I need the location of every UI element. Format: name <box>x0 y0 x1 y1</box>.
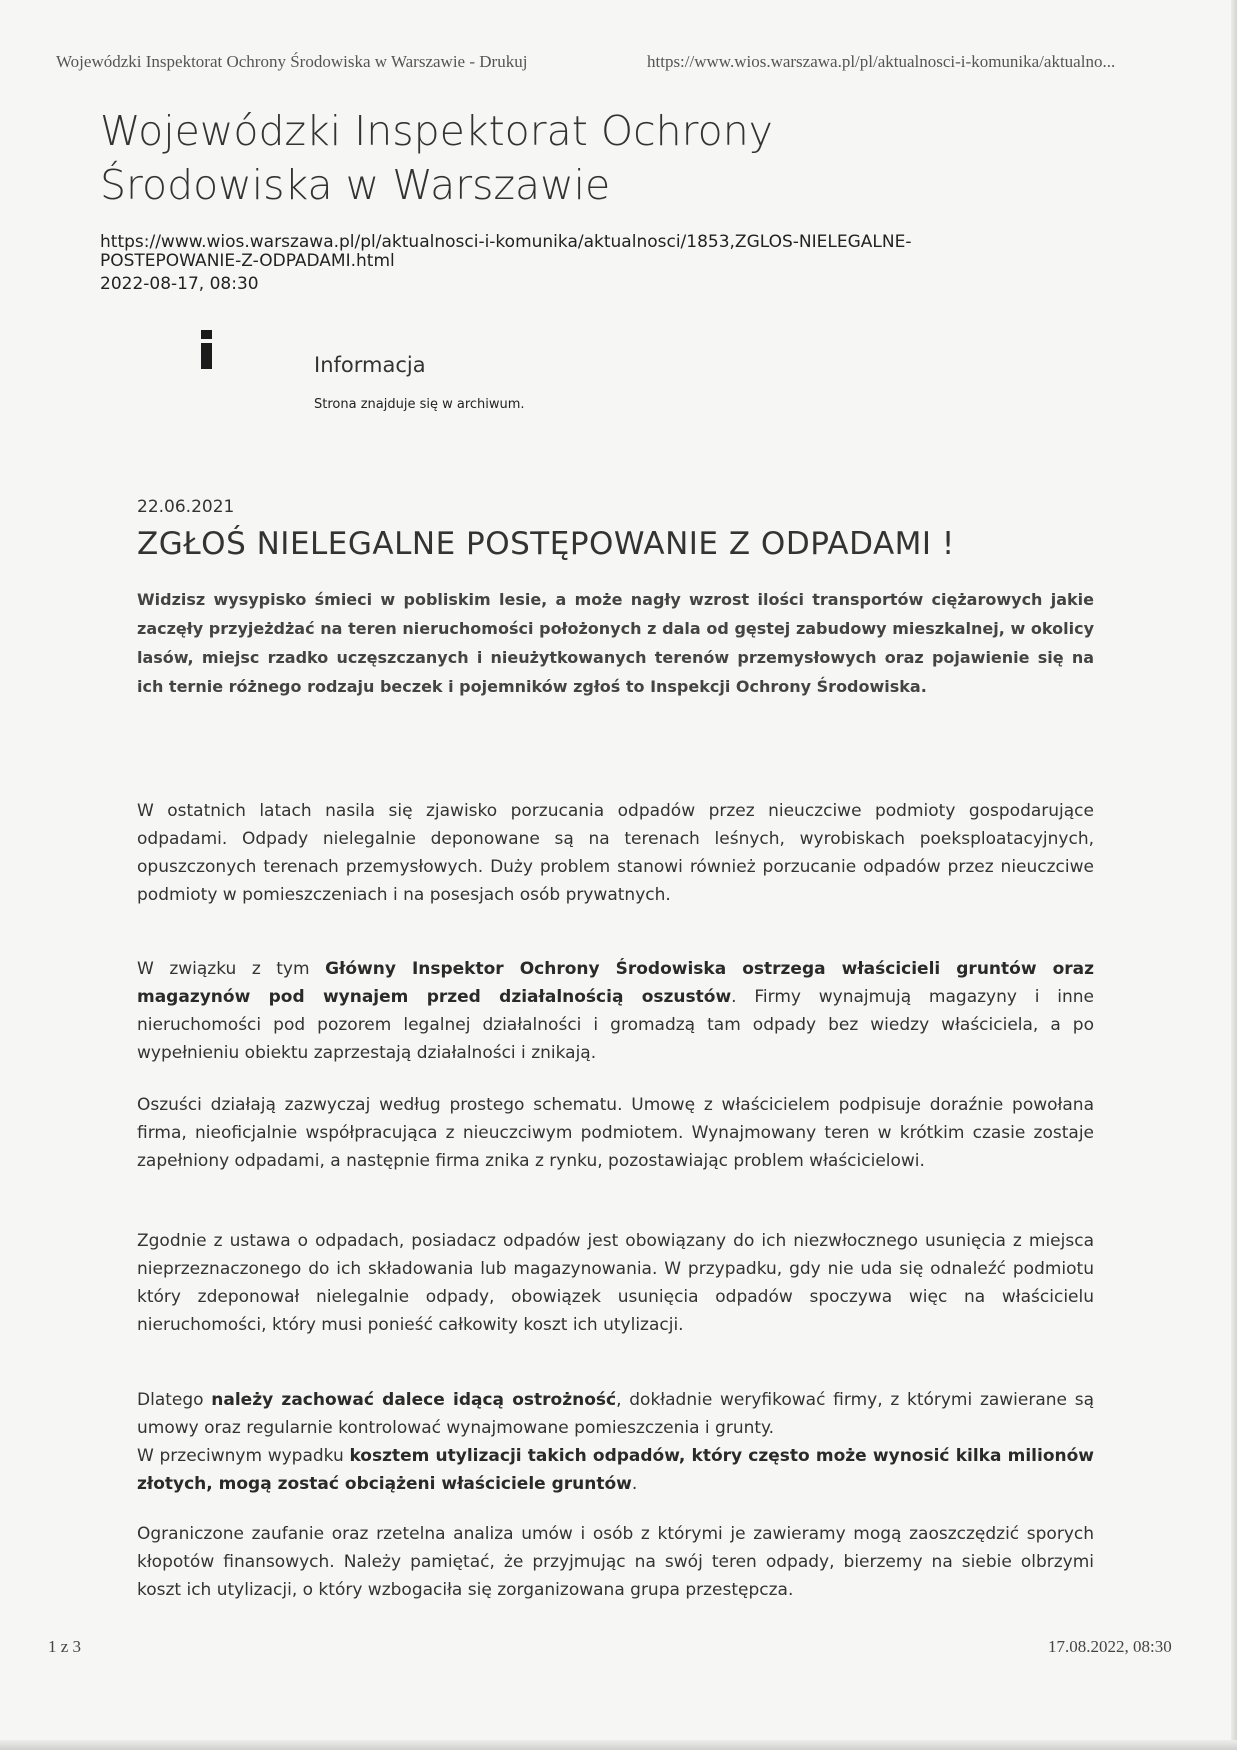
paragraph-text: . <box>631 1474 638 1494</box>
site-title-line: Środowiska w Warszawie <box>100 161 611 209</box>
site-title-line: Wojewódzki Inspektorat Ochrony <box>100 107 773 155</box>
scan-edge <box>1231 0 1237 1750</box>
article-paragraph: W ostatnich latach nasila się zjawisko porzucania odpadów przez nieuczciwe podmioty gospodarujące odpadami. Odpady nielegalnie deponowane są na terenach leśnych, wyrobiskach poeksploatacyjnych, opuszczonych terenach przemysłowych. Duży problem stanowi również porzucanie odpadów przez nieuczciwe podmioty w pomieszczeniach i na posesjach osób prywatnych. <box>137 801 1094 905</box>
notice-title: Informacja <box>314 353 426 377</box>
footer-datetime: 17.08.2022, 08:30 <box>1048 1637 1172 1656</box>
article-paragraph: Ograniczone zaufanie oraz rzetelna analiza umów i osób z którymi je zawieramy mogą zaoszczędzić sporych kłopotów finansowych. Należy pamiętać, że przyjmując na swój teren odpady, bierzemy na siebie olbrzymi koszt ich utylizacji, o który wzbogaciła się zorganizowana grupa przestępcza. <box>137 1524 1094 1600</box>
article-paragraph: Oszuści działają zazwyczaj według prostego schematu. Umowę z właścicielem podpisuje doraźnie powołana firma, nieoficjalnie współpracująca z nieuczciwym podmiotem. Wynajmowany teren w krótkim czasie zostaje zapełniony odpadami, a następnie firma znika z rynku, pozostawiając problem właścicielowi. <box>137 1095 1094 1171</box>
print-header-url: https://www.wios.warszawa.pl/pl/aktualnosci-i-komunika/aktualno... <box>647 52 1116 71</box>
paragraph-text: , dokładnie weryfikować firmy, z którymi zawierane są umowy oraz regularnie kontrolować wynajmowane pomieszczenia i grunty. <box>137 1390 1095 1438</box>
article-lead: Widzisz wysypisko śmieci w pobliskim lesie, a może nagły wzrost ilości transportów ciężarowych jakie zaczęły przyjeżdżać na teren nieruchomości położonych z dala od gęstej zabudowy mieszkalnej, w okolicy lasów, miejsc rzadko uczęszczanych i nieużytkowanych terenów przemysłowych oraz pojawienie się na ich ternie różnego rodzaju beczek i pojemników zgłoś to Inspekcji Ochrony Środowiska. <box>137 590 1094 696</box>
paragraph-emphasis: Główny Inspektor Ochrony Środowiska ostrzega właścicieli gruntów oraz magazynów pod wynajem przed działalnością oszustów <box>137 959 1094 1007</box>
paragraph-emphasis: należy zachować dalece idącą ostrożność <box>211 1390 617 1410</box>
page-number: 1 z 3 <box>48 1637 82 1656</box>
print-date: 2022-08-17, 08:30 <box>100 274 259 294</box>
paragraph-text: W związku z tym <box>137 959 326 979</box>
site-title <box>100 104 1120 212</box>
paragraph-text: . Firmy wynajmują magazyny i inne nieruchomości pod pozorem legalnej działalności i gromadzą tam odpady bez wiedzy właściciela, a po wypełnieniu obiektu zaprzestają działalności i znikają. <box>137 987 1094 1063</box>
paragraph-text: Dlatego <box>137 1390 212 1410</box>
article-paragraph: Zgodnie z ustawa o odpadach, posiadacz odpadów jest obowiązany do ich niezwłocznego usunięcia z miejsca nieprzeznaczonego do ich składowania lub magazynowania. W przypadku, gdy nie uda się odnaleźć podmiotu który zdeponował nielegalnie odpady, obowiązek usunięcia odpadów spoczywa więc na właścicielu nieruchomości, który musi ponieść całkowity koszt ich utylizacji. <box>137 1231 1094 1335</box>
article-paragraph <box>137 955 1094 1067</box>
page-url <box>100 233 1100 271</box>
paragraph-text: W przeciwnym wypadku <box>137 1446 350 1466</box>
print-header-title: Wojewódzki Inspektorat Ochrony Środowiska w Warszawie - Drukuj <box>56 52 528 71</box>
article-date: 22.06.2021 <box>137 497 235 517</box>
scan-edge <box>0 1740 1237 1750</box>
paragraph-emphasis: kosztem utylizacji takich odpadów, który często może wynosić kilka milionów złotych, mogą zostać obciążeni właściciele gruntów <box>137 1446 1094 1494</box>
info-icon <box>201 330 213 370</box>
page-url-line: POSTEPOWANIE-Z-ODPADAMI.html <box>100 251 395 271</box>
notice-text: Strona znajduje się w archiwum. <box>314 397 525 412</box>
article-title: ZGŁOŚ NIELEGALNE POSTĘPOWANIE Z ODPADAMI ! <box>137 526 955 562</box>
print-header <box>56 52 1206 80</box>
article-paragraph <box>137 1386 1094 1498</box>
page-url-line: https://www.wios.warszawa.pl/pl/aktualnosci-i-komunika/aktualnosci/1853,ZGLOS-NIELEGALNE- <box>100 232 912 252</box>
